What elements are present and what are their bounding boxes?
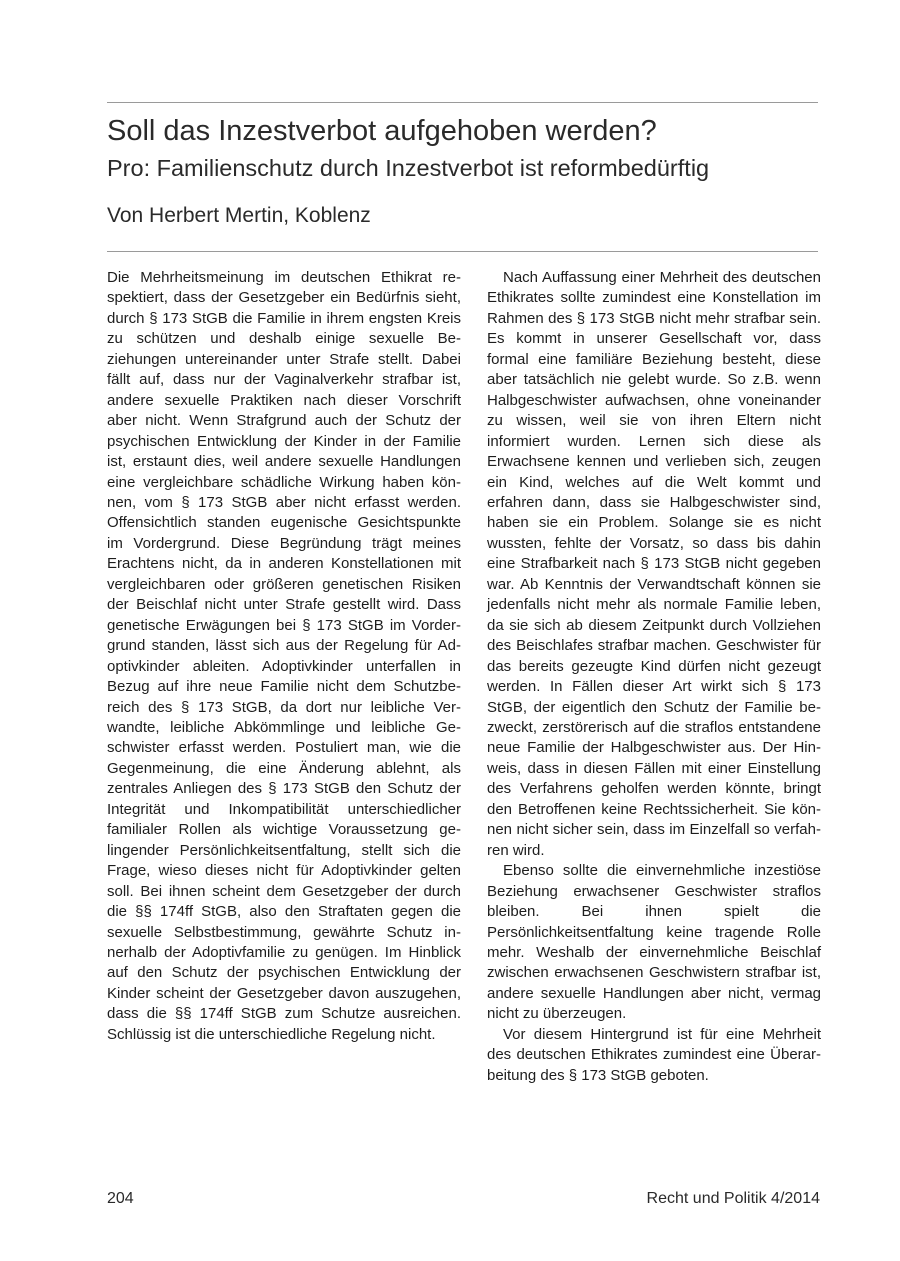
- header-rule-bottom: [107, 251, 818, 252]
- paragraph: Vor diesem Hintergrund ist für eine Mehrheit des deutschen Ethikrates zumindest eine Überarbeitung des § 173 StGB geboten.: [487, 1025, 821, 1084]
- right-column: [487, 268, 821, 1086]
- journal-footer: Recht und Politik 4/2014: [646, 1190, 820, 1207]
- article-title: Soll das Inzestverbot aufgehoben werden?: [107, 115, 657, 147]
- paragraph: Die Mehrheitsmeinung im deutschen Ethikrat respektiert, dass der Gesetzgeber ein Bedürfnis sieht, durch § 173 StGB die Familie in ihrem engsten Kreis zu schützen und deshalb einige sexuelle Beziehungen untereinander unter Strafe stellt. Dabei fällt auf, dass nur der Vaginalverkehr strafbar ist, andere sexuelle Praktiken nach dieser Vorschrift aber nicht. Wenn Strafgrund auch der Schutz der psychischen Entwicklung der Kinder in der Familie ist, erstaunt dies, weil andere sexuelle Handlungen eine vergleichbare schädliche Wirkung haben können, vom § 173 StGB aber nicht erfasst werden. Offensichtlich standen eugenische Gesichtspunkte im Vordergrund. Diese Begründung trägt meines Erachtens nicht, da in anderen Konstellationen mit vergleichbaren oder größeren genetischen Risiken der Beischlaf nicht unter Strafe gestellt wird. Dass genetische Erwägungen bei § 173 StGB im Vordergrund standen, lässt sich aus der Regelung für Adoptivkinder ableiten. Adoptivkinder unterfallen in Bezug auf ihre neue Familie nicht dem Schutzbereich des § 173 StGB, da dort nur leibliche Verwandte, leibliche Abkömmlinge und leibliche Geschwister erfasst werden. Postuliert man, wie die Gegenmeinung, die eine Änderung ablehnt, als zentrales Anliegen des § 173 StGB den Schutz der Integrität und Inkompatibilität unterschiedlicher familialer Rollen als wichtige Voraussetzung gelingender Persönlichkeitsentfaltung, stellt sich die Frage, wieso dieses nicht für Adoptivkinder gelten soll. Bei ihnen scheint dem Gesetzgeber der durch die §§ 174ff StGB, also den Straftaten gegen die sexuelle Selbstbestimmung, gewährte Schutz innerhalb der Adoptivfamilie zu genügen. Im Hinblick auf den Schutz der psychischen Entwicklung der Kinder scheint der Gesetzgeber davon auszugehen, dass die §§ 174ff StGB zum Schutze ausreichen. Schlüssig ist die unterschiedliche Regelung nicht.: [107, 269, 461, 1043]
- left-column: [107, 268, 461, 1045]
- paragraph: Ebenso sollte die einvernehmliche inzestiöse Beziehung erwachsener Geschwister straflos bleiben. Bei ihnen spielt die Persönlichkeitsentfaltung keine tragende Rolle mehr. Weshalb der einvernehmliche Beischlaf zwischen erwachsenen Geschwistern strafbar ist, andere sexuelle Handlungen aber nicht, vermag nicht zu überzeugen.: [487, 862, 821, 1023]
- header-rule-top: [107, 102, 818, 103]
- article-subtitle: Pro: Familienschutz durch Inzestverbot ist reformbedürftig: [107, 155, 710, 181]
- page-number: 204: [107, 1190, 134, 1207]
- paragraph: Nach Auffassung einer Mehrheit des deutschen Ethikrates sollte zumindest eine Konstellation im Rahmen des § 173 StGB nicht mehr strafbar sein. Es kommt in unserer Gesellschaft vor, dass formal eine familiäre Beziehung besteht, diese aber tatsächlich nie gelebt wurde. So z.B. wenn Halbgeschwister aufwachsen, ohne voneinander zu wissen, weil sie von ihren Eltern nicht informiert wurden. Lernen sich diese als Erwachsene kennen und verlieben sich, zeugen ein Kind, welches auf die Welt kommt und erfahren dann, dass sie Halbgeschwister sind, haben sie ein Problem. Solange sie es nicht wussten, fehlte der Vorsatz, so dass bis dahin eine Strafbarkeit nach § 173 StGB nicht gegeben war. Ab Kenntnis der Verwandtschaft können sie jedenfalls nicht mehr als normale Familie leben, da sie sich ab diesem Zeitpunkt durch Vollziehen des Beischlafes strafbar machen. Geschwister für das bereits gezeugte Kind dürfen nicht gezeugt werden. In Fällen dieser Art wirkt sich § 173 StGB, der eigentlich den Schutz der Familie bezweckt, zerstörerisch auf die straflos entstandene neue Familie der Halbgeschwister aus. Der Hinweis, dass in diesen Fällen mit einer Einstellung des Verfahrens geholfen werden könnte, bringt den Betroffenen keine Rechtssicherheit. Sie können nicht sicher sein, dass im Einzelfall so verfahren wird.: [487, 269, 821, 859]
- article-author: Von Herbert Mertin, Koblenz: [107, 204, 371, 227]
